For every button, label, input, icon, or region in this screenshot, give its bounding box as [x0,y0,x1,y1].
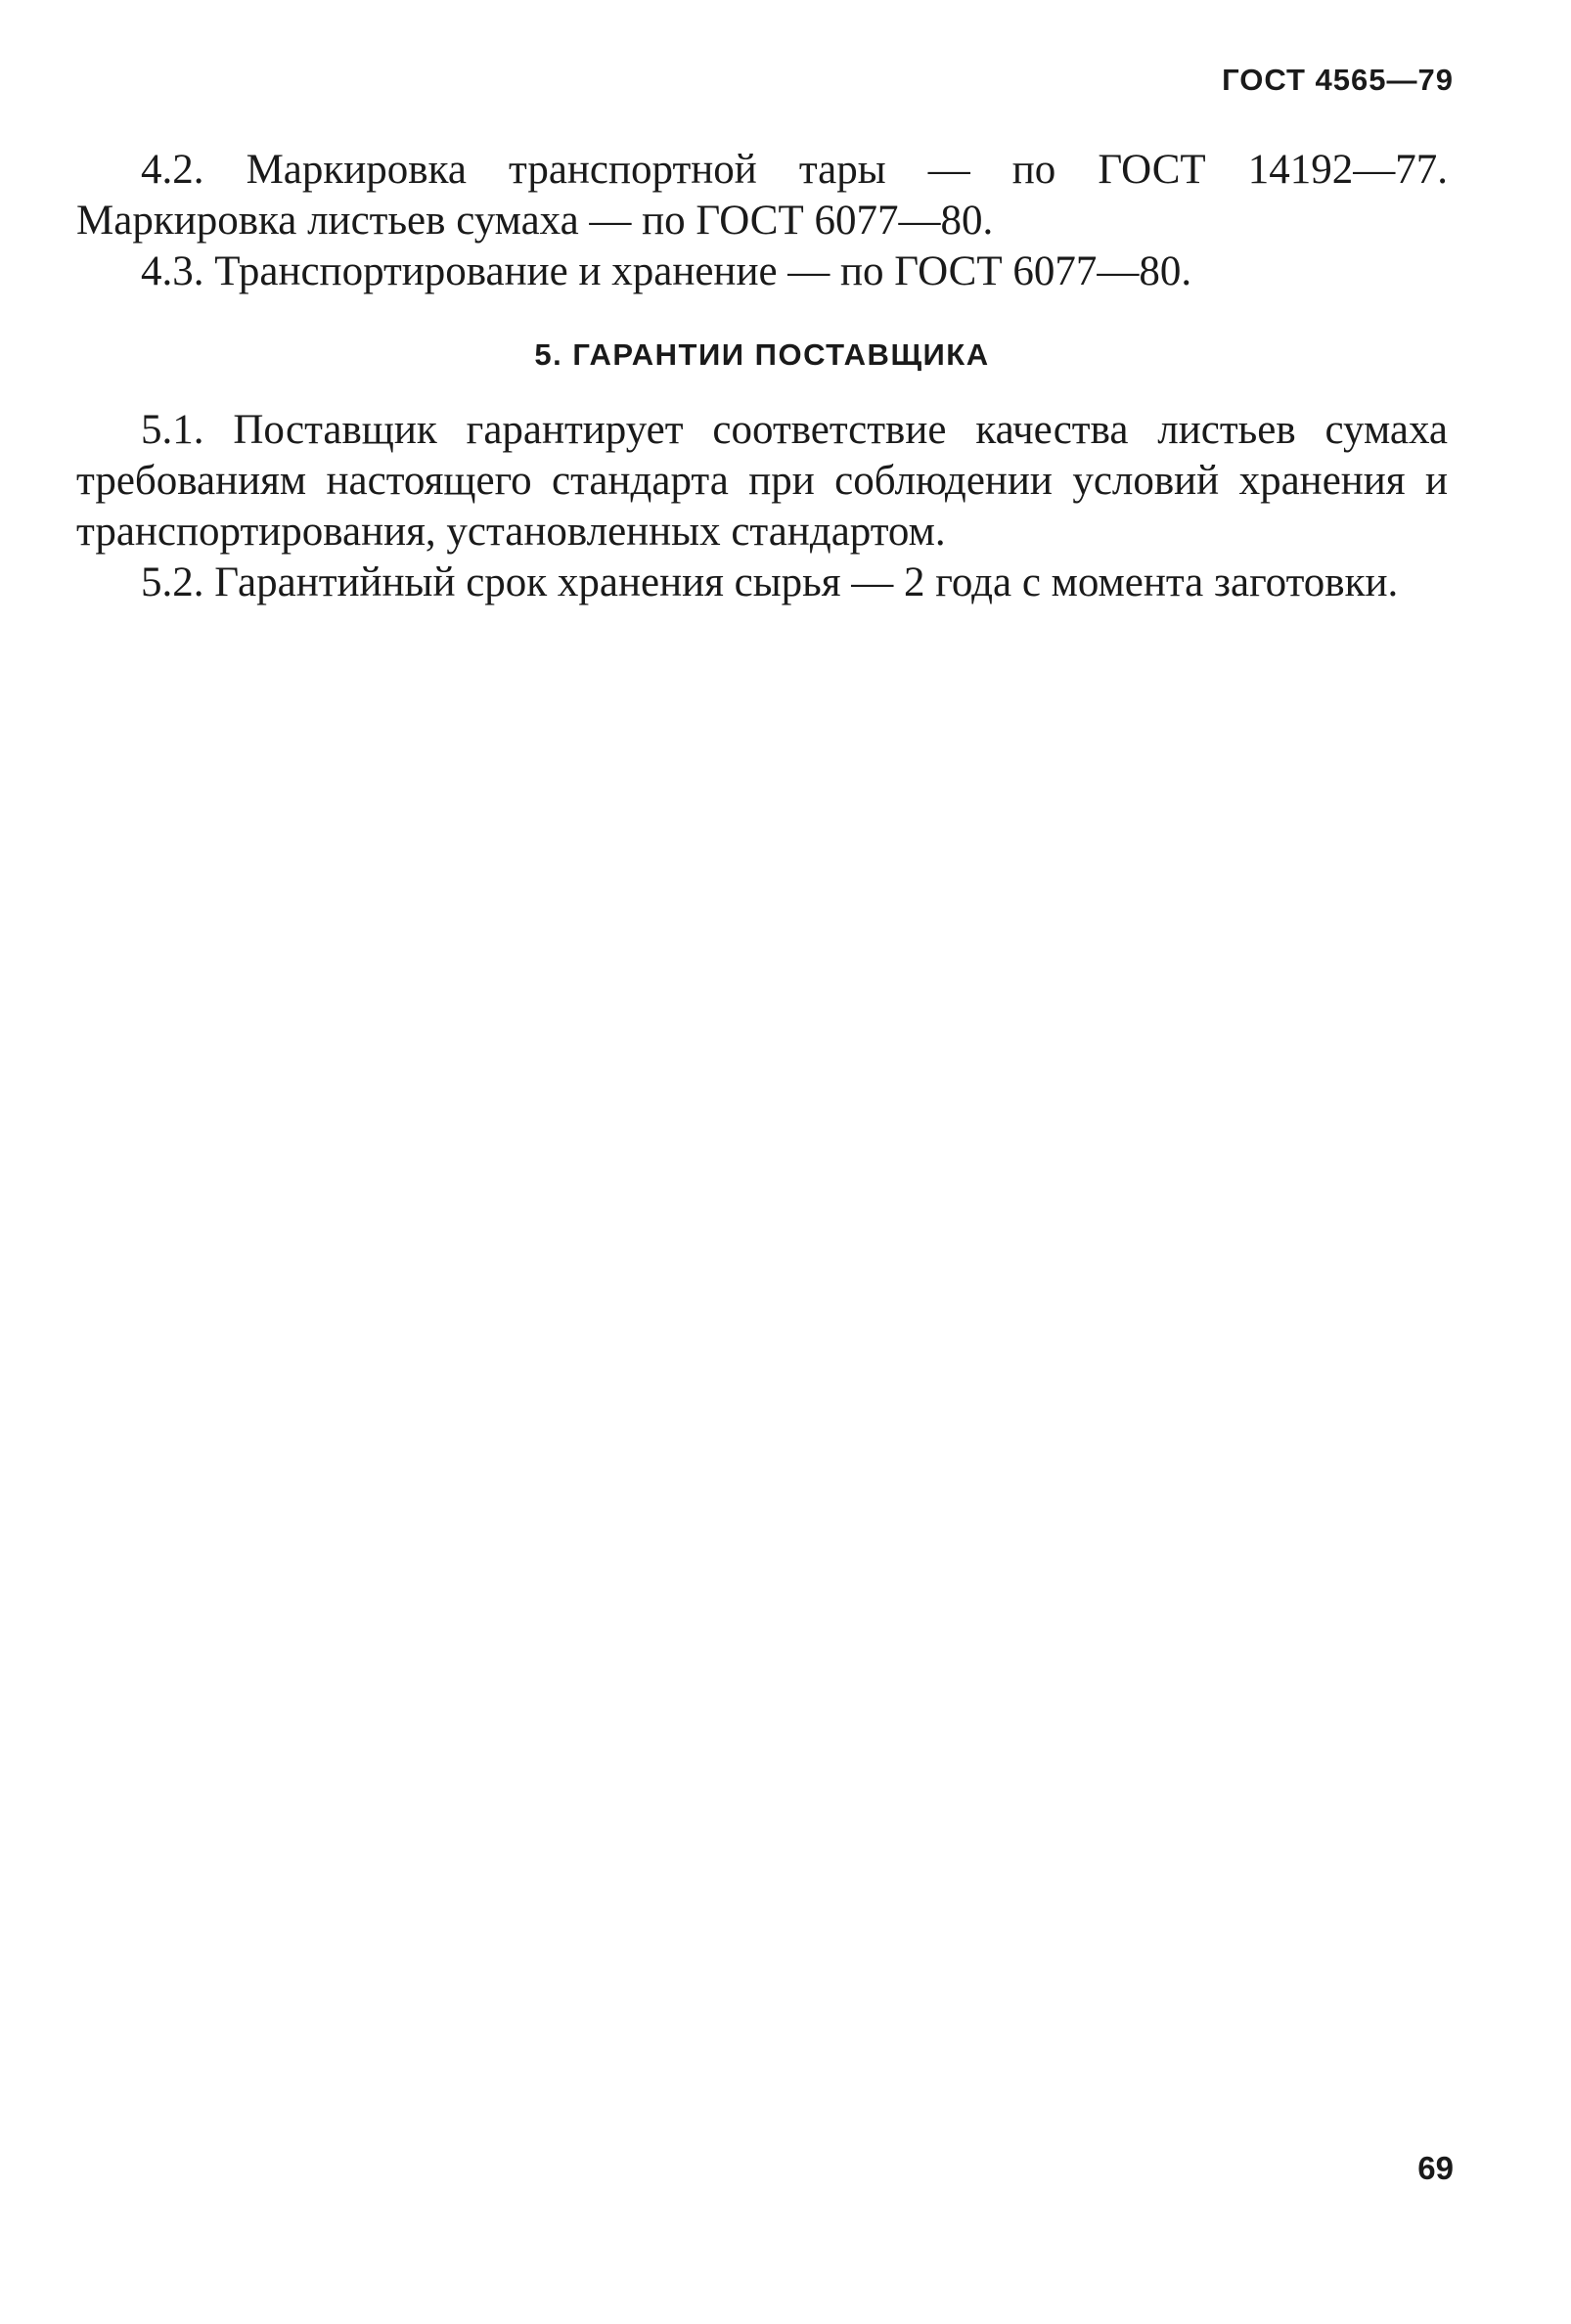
page-body [76,145,1448,608]
section-heading: 5. ГАРАНТИИ ПОСТАВЩИКА [534,337,990,372]
page-header-document-code: ГОСТ 4565—79 [1222,63,1454,97]
paragraph-5-2: 5.2. Гарантийный срок хранения сырья — 2 года с момента заготовки. [141,559,1399,605]
paragraph-4-3: 4.3. Транспортирование и хранение — по ГОСТ 6077—80. [141,248,1192,294]
paragraph-5-1: 5.1. Поставщик гарантирует соответствие качества листьев сумаха требованиям настоящего стандарта при соблюдении условий хранения и транспортирования, установленных стандартом. [76,407,1448,555]
paragraph-4-2: 4.2. Маркировка транспортной тары — по ГОСТ 14192—77. Маркировка листьев сумаха — по ГОСТ 6077—80. [76,147,1448,244]
page-number: 69 [1417,2150,1454,2186]
